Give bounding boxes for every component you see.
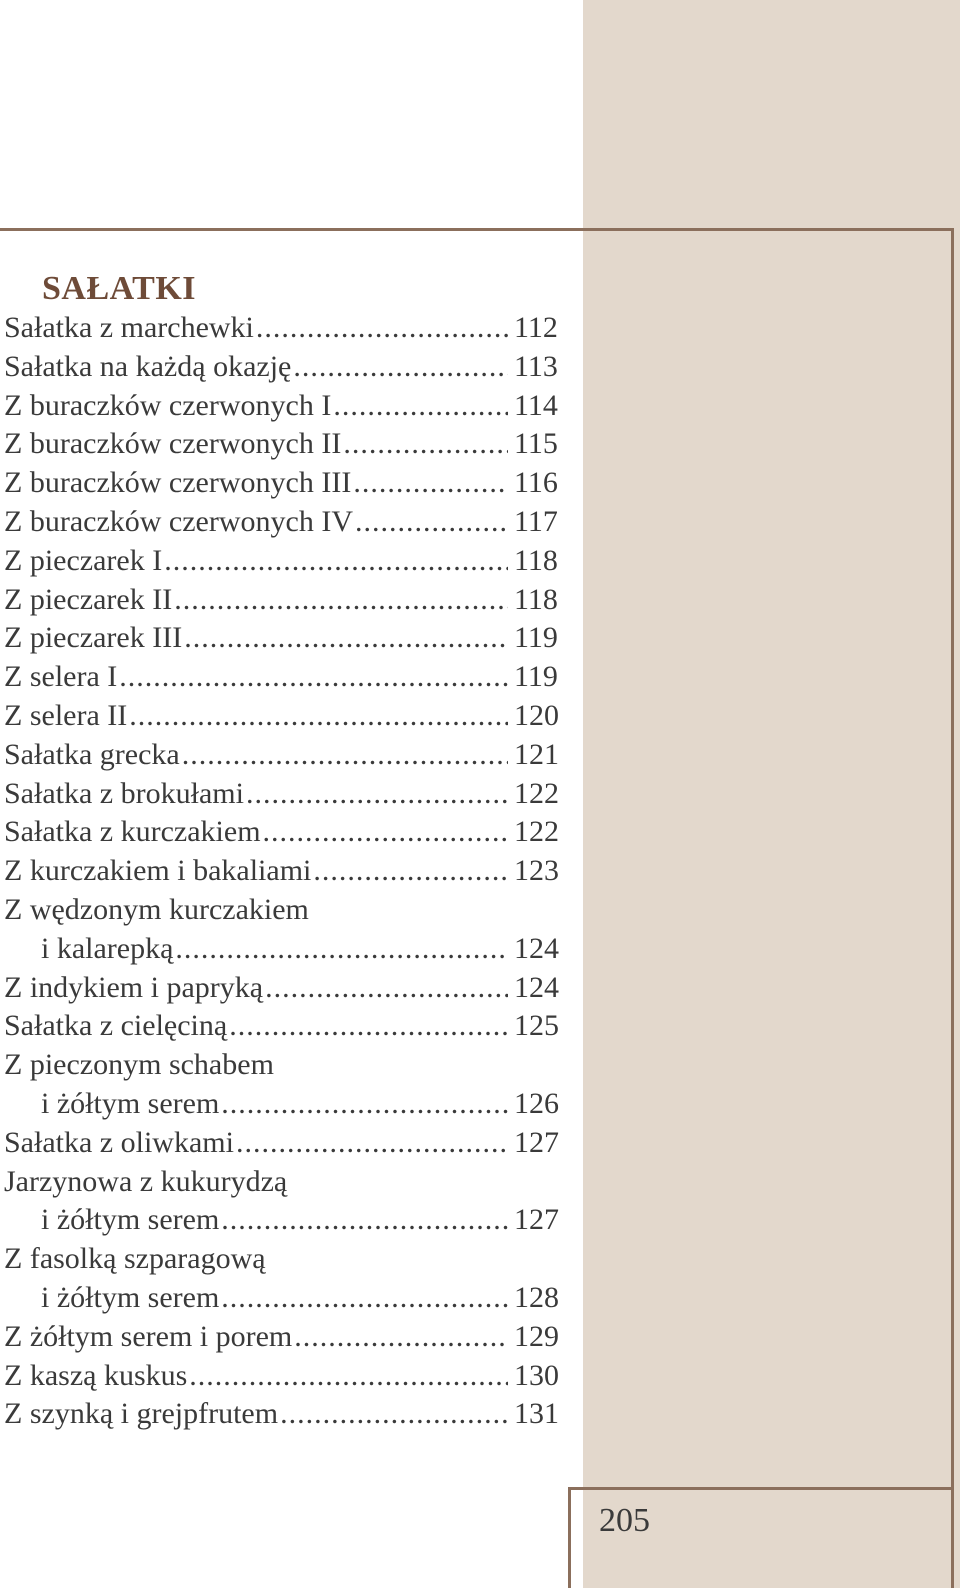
toc-entry-page: 124 [514,970,559,1004]
dot-leader [129,697,508,736]
toc-entry-title: Z pieczarek II [4,582,173,616]
dot-leader [221,1201,508,1240]
toc-entry[interactable] [4,852,568,891]
toc-entry-page: 128 [514,1280,559,1314]
dot-leader [229,1007,508,1046]
toc-entry-title: Sałatka z oliwkami [4,1125,234,1159]
toc-entry-page: 118 [514,543,558,577]
toc-entry-page: 121 [514,737,559,771]
toc-entry-title: Sałatka z brokułami [4,776,244,810]
dot-leader [333,387,508,426]
toc-entry[interactable] [4,1240,568,1318]
dot-leader [221,1279,508,1318]
toc-entry-title: i kalarepką [41,931,174,965]
toc-entry-title: Sałatka z kurczakiem [4,815,261,849]
page-number: 205 [599,1502,650,1539]
toc-entry-title: Z kurczakiem i bakaliami [4,854,312,888]
toc-entry-title: Z pieczarek I [4,543,163,577]
dot-leader [175,930,508,969]
toc-entry-title: i żółtym serem [41,1086,220,1120]
dot-leader [280,1395,508,1434]
page-number-box [568,1487,954,1588]
toc-entry-title: Z selera I [4,660,118,694]
toc-entry[interactable] [4,969,568,1008]
toc-entry-title: Sałatka z marchewki [4,311,254,344]
dot-leader [313,852,508,891]
toc-entry-page: 115 [514,427,558,461]
toc-entry-page: 112 [514,311,558,344]
toc-entry[interactable] [4,1318,568,1357]
toc-entry[interactable] [4,775,568,814]
toc-entry-title: Z szynką i grejpfrutem [4,1397,279,1431]
dot-leader [174,581,508,620]
toc-entry[interactable] [4,1124,568,1163]
toc-entry-title: Z pieczarek III [4,621,183,655]
dot-leader [263,813,508,852]
toc-entry-page: 119 [514,621,558,655]
toc-entry[interactable] [4,348,568,387]
toc-entry-title: i żółtym serem [41,1280,220,1314]
toc-entry[interactable] [4,1046,568,1124]
toc-entry-title: Z buraczków czerwonych III [4,466,352,500]
toc-entry[interactable] [4,387,568,426]
toc-entry-page: 120 [514,698,559,732]
toc-entry-title: Z fasolką szparagową [4,1242,266,1276]
toc-entry-page: 127 [514,1125,559,1159]
toc-entry[interactable] [4,736,568,775]
dot-leader [353,464,508,503]
toc-entry[interactable] [4,309,568,348]
toc-entry-title: Z buraczków czerwonych IV [4,504,353,538]
toc-entry-title: Z pieczonym schabem [4,1048,274,1082]
toc-entry[interactable] [4,1163,568,1241]
toc-entry[interactable] [4,425,568,464]
dot-leader [246,775,508,814]
toc-entry-page: 129 [514,1319,559,1353]
toc-entry-title: Z kaszą kuskus [4,1358,188,1392]
side-panel-background [583,0,960,1588]
toc-entry-page: 127 [514,1203,559,1237]
dot-leader [294,1318,508,1357]
table-of-contents [4,309,568,1434]
toc-entry-title: i żółtym serem [41,1203,220,1237]
toc-entry-page: 118 [514,582,558,616]
toc-entry[interactable] [4,581,568,620]
toc-entry[interactable] [4,1357,568,1396]
toc-entry[interactable] [4,1007,568,1046]
dot-leader [184,619,508,658]
frame-top-rule [0,228,954,231]
dot-leader [293,348,508,387]
dot-leader [221,1085,508,1124]
toc-entry[interactable] [4,658,568,697]
dot-leader [119,658,508,697]
dot-leader [265,969,508,1008]
toc-entry-title: Z wędzonym kurczakiem [4,892,309,926]
toc-entry-page: 119 [514,660,558,694]
dot-leader [189,1357,508,1396]
toc-entry[interactable] [4,891,568,969]
toc-entry-page: 125 [514,1009,559,1043]
toc-entry-page: 130 [514,1358,559,1392]
toc-entry-page: 124 [514,931,559,965]
toc-entry-page: 126 [514,1086,559,1120]
toc-entry[interactable] [4,813,568,852]
toc-entry-page: 116 [514,466,558,500]
toc-entry-title: Z indykiem i papryką [4,970,264,1004]
dot-leader [256,309,508,348]
toc-entry-title: Z selera II [4,698,128,732]
dot-leader [236,1124,508,1163]
toc-entry[interactable] [4,503,568,542]
toc-entry[interactable] [4,697,568,736]
dot-leader [182,736,508,775]
dot-leader [355,503,508,542]
toc-entry[interactable] [4,1395,568,1434]
toc-entry[interactable] [4,464,568,503]
toc-entry-title: Jarzynowa z kukurydzą [4,1164,288,1198]
toc-entry-page: 131 [514,1397,559,1431]
toc-entry-page: 117 [514,504,558,538]
toc-entry-page: 122 [514,776,559,810]
toc-entry-page: 114 [514,388,558,422]
dot-leader [164,542,508,581]
toc-entry-page: 113 [514,349,558,383]
toc-entry-title: Sałatka na każdą okazję [4,349,292,383]
dot-leader [343,425,508,464]
toc-entry-title: Sałatka grecka [4,737,180,771]
toc-entry-title: Z buraczków czerwonych II [4,427,342,461]
toc-entry[interactable] [4,619,568,658]
toc-entry-page: 122 [514,815,559,849]
toc-entry[interactable] [4,542,568,581]
toc-entry-title: Z żółtym serem i porem [4,1319,293,1353]
section-title: SAŁATKI [42,270,197,307]
toc-entry-title: Z buraczków czerwonych I [4,388,332,422]
toc-entry-page: 123 [514,854,559,888]
frame-right-rule [951,228,954,1588]
toc-entry-title: Sałatka z cielęciną [4,1009,228,1043]
